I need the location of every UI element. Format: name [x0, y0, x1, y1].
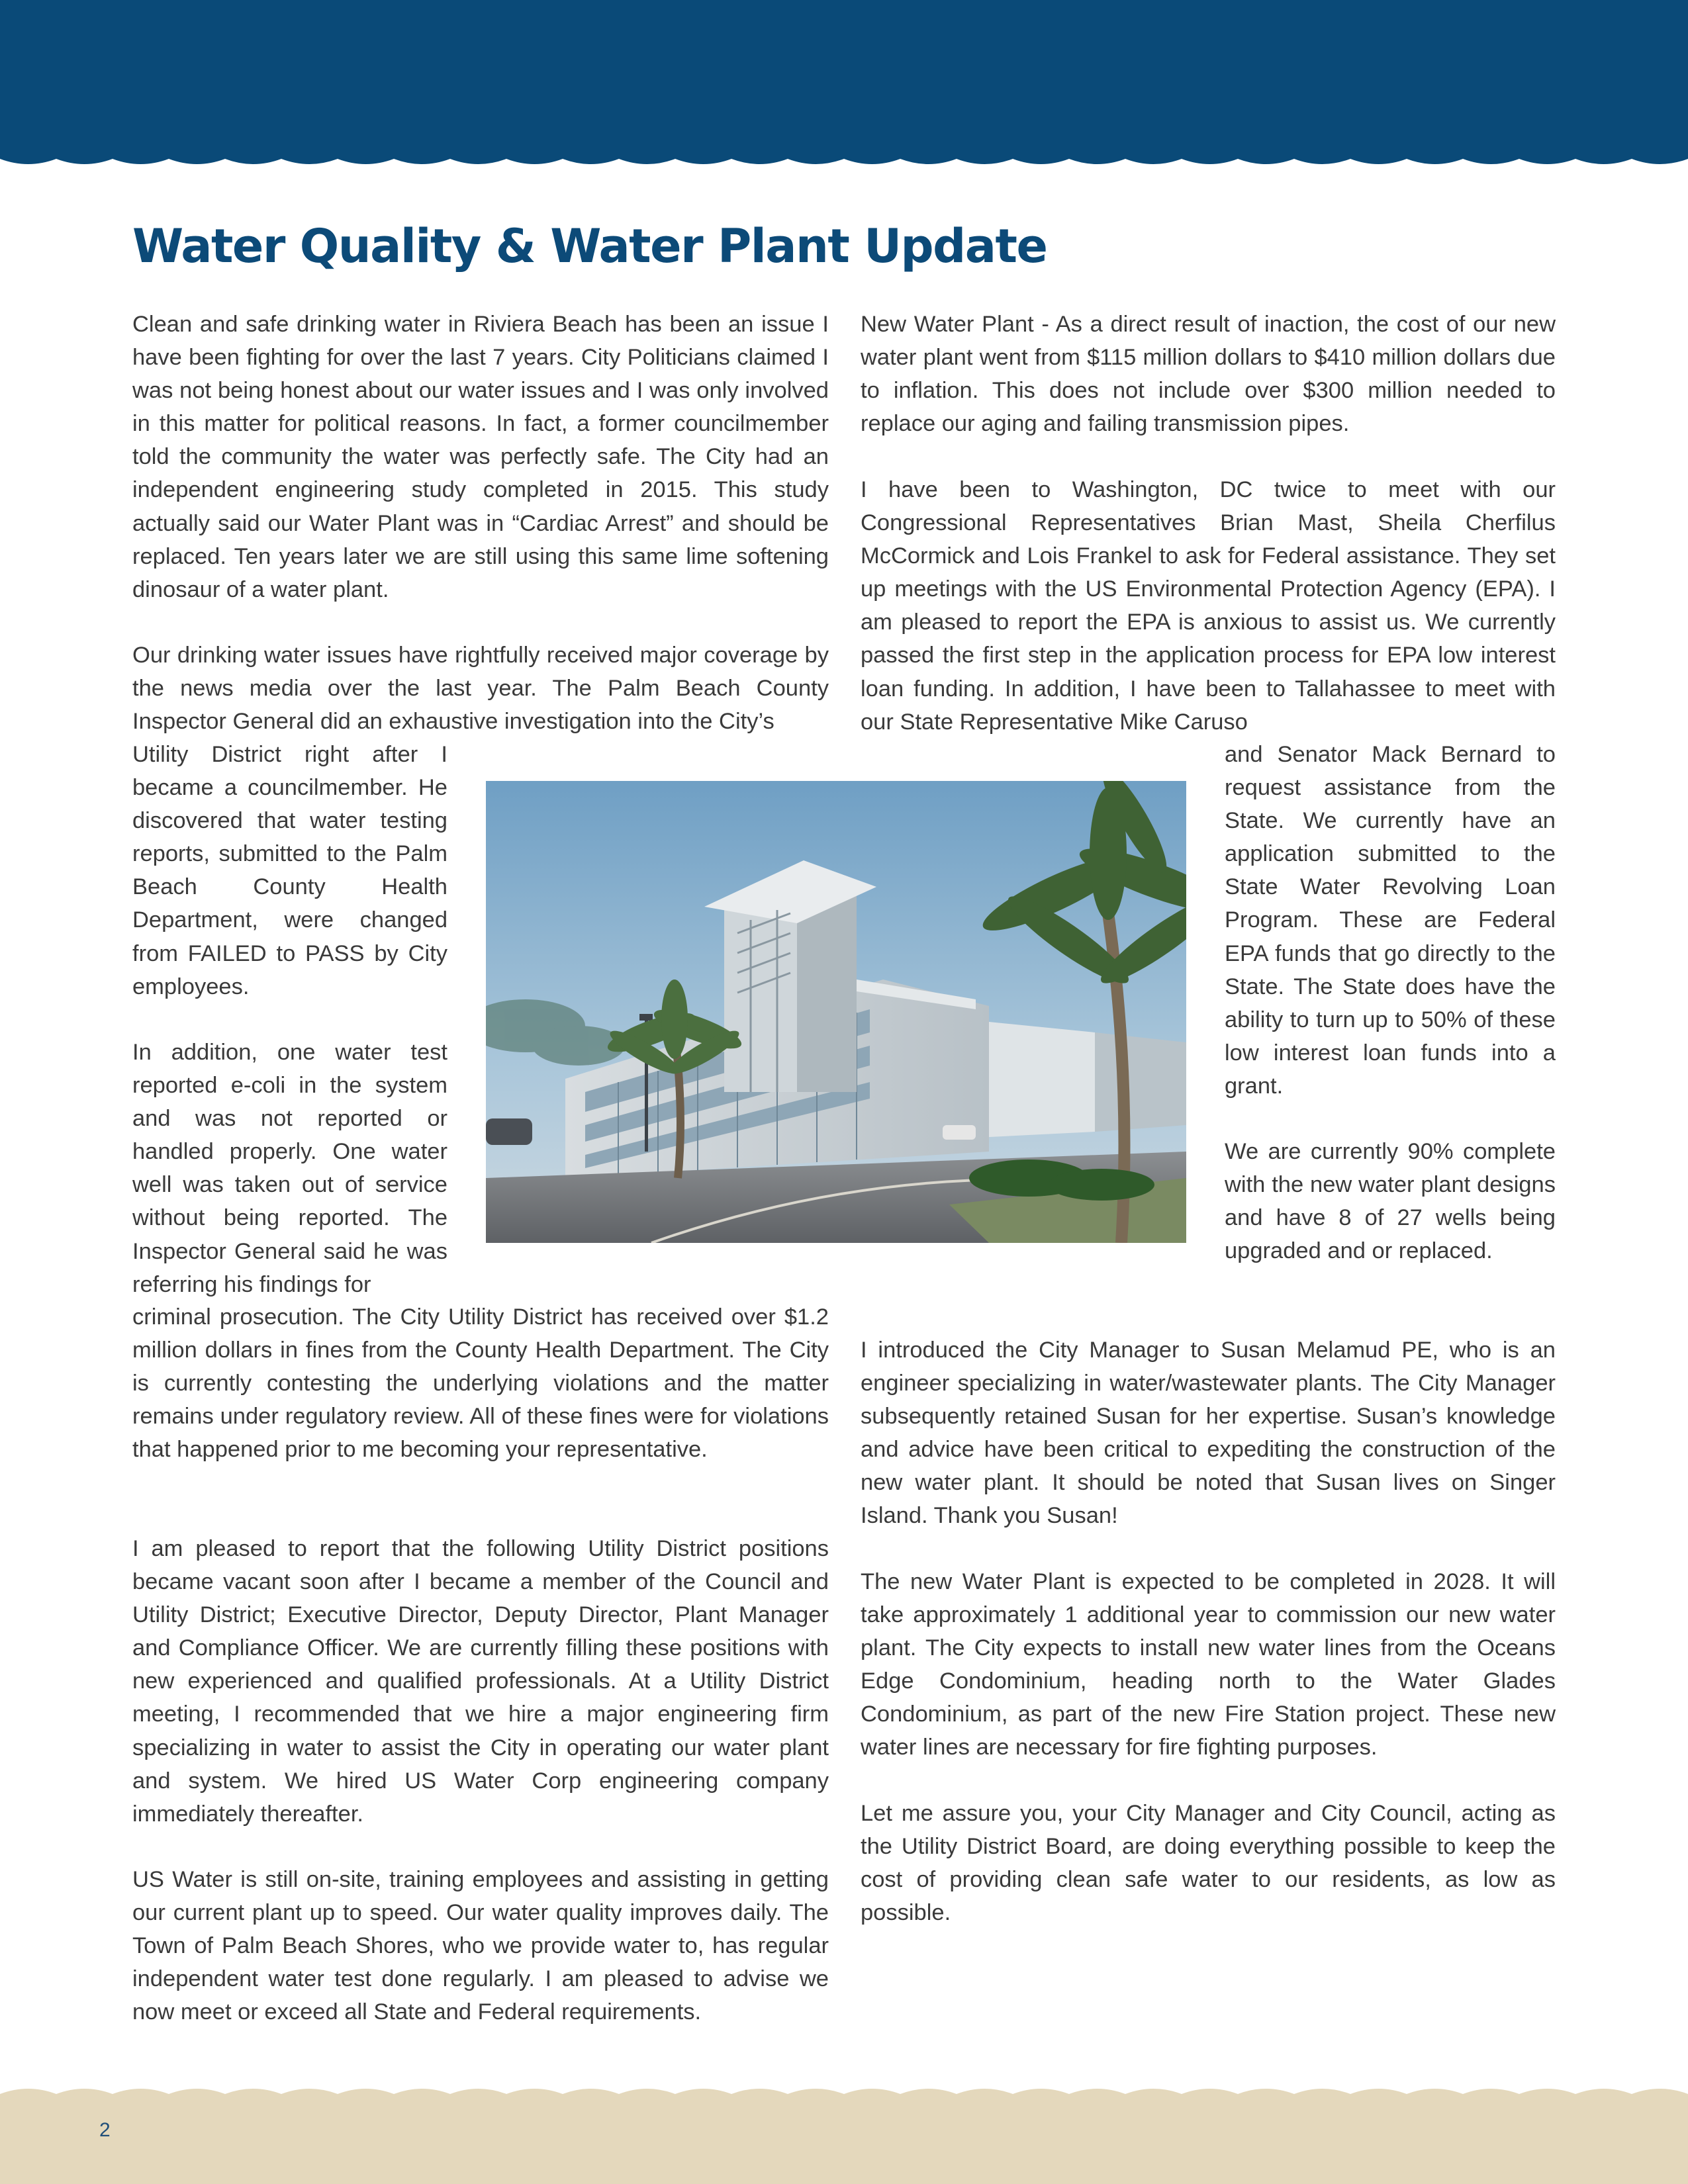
left-paragraph-3: Utility District right after I became a councilmember. He discovered that water testing reports, submitted to the Palm Beach County Health Department, were changed from FAILED to PASS by City employees. — [132, 742, 447, 999]
header-wave-band — [0, 0, 1688, 179]
left-paragraph-7: US Water is still on-site, training employees and assisting in getting our current plant up to speed. Our water quality improves daily. The Town of Palm Beach Shores, who we provide water to, has regular independent water test done regularly. I am pleased to advise we now meet or exceed all State and Federal requirements. — [132, 1867, 829, 2025]
right-paragraph-2: I have been to Washington, DC twice to meet with our Congressional Representatives Brian Mast, Sheila Cherfilus McCormick and Lois Frankel to ask for Federal assistance. They set up meetings with the US Environmental Protection Agency (EPA). I am pleased to report the EPA is anxious to assist us. We currently passed the first step in the application process for EPA low interest loan funding. In addition, I have been to Tallahassee to meet with our State Representative Mike Caruso — [861, 477, 1556, 735]
article-title: Water Quality & Water Plant Update — [132, 219, 1047, 273]
page-number: 2 — [99, 2119, 111, 2141]
right-paragraph-7: Let me assure you, your City Manager and City Council, acting as the Utility District Board, are doing everything possible to keep the cost of providing clean safe water to our residents, as low as possible. — [861, 1801, 1556, 1926]
right-paragraph-3: and Senator Mack Bernard to request assistance from the State. We currently have an application submitted to the State Water Revolving Loan Program. These are Federal EPA funds that go directly to the State. The State does have the ability to turn up to 50% of these low interest loan funds into a grant. — [1225, 742, 1556, 1099]
left-paragraph-6: I am pleased to report that the following Utility District positions became vacant soon after I became a member of the Council and Utility District; Executive Director, Deputy Director, Plant Manager and Compliance Officer. We are currently filling these positions with new experienced and qualified professionals. At a Utility District meeting, I recommended that we hire a major engineering firm specializing in water to assist the City in operating our water plant and system. We hired US Water Corp engineering company immediately thereafter. — [132, 1536, 829, 1827]
left-paragraph-2: Our drinking water issues have rightfully received major coverage by the news media over the last year. The Palm Beach County Inspector General did an exhaustive investigation into the City’s — [132, 643, 829, 735]
right-paragraph-6: The new Water Plant is expected to be completed in 2028. It will take approximately 1 additional year to commission our new water plant. The City expects to install new water lines from the Oceans Edge Condominium, heading north to the Water Glades Condominium, as part of the new Fire Station project. These new water lines are necessary for fire fighting purposes. — [861, 1569, 1556, 1760]
left-paragraph-5: criminal prosecution. The City Utility District has received over $1.2 million dollars in fines from the County Health Department. The City is currently contesting the underlying violations and the matter remains under regulatory review. All of these fines were for violations that happened prior to me becoming your representative. — [132, 1304, 829, 1463]
left-paragraph-1: Clean and safe drinking water in Riviera Beach has been an issue I have been fighting for over the last 7 years. City Politicians claimed I was not being honest about our water issues and I was only involved in this matter for political reasons. In fact, a former councilmember told the community the water was perfectly safe. The City had an independent engineering study completed in 2015. This study actually said our Water Plant was in “Cardiac Arrest” and should be replaced. Ten years later we are still using this same lime softening dinosaur of a water plant. — [132, 312, 829, 602]
water-plant-image — [486, 781, 1186, 1243]
right-paragraph-1: New Water Plant - As a direct result of inaction, the cost of our new water plant went from $115 million dollars to $410 million dollars due to inflation. This does not include over $300 million needed to replace our aging and failing transmission pipes. — [861, 312, 1556, 437]
right-paragraph-5: I introduced the City Manager to Susan Melamud PE, who is an engineer specializing in water/wastewater plants. The City Manager subsequently retained Susan for her expertise. Susan’s knowledge and advice have been critical to expediting the construction of the new water plant. It should be noted that Susan lives on Singer Island. Thank you Susan! — [861, 1338, 1556, 1529]
left-paragraph-4: In addition, one water test reported e-coli in the system and was not reported or handled properly. One water well was taken out of service without being reported. The Inspector General said he was referring his findings for — [132, 1040, 447, 1297]
footer-wave-band — [0, 2085, 1688, 2184]
right-paragraph-4: We are currently 90% complete with the new water plant designs and have 8 of 27 wells being upgraded and or replaced. — [1225, 1139, 1556, 1264]
